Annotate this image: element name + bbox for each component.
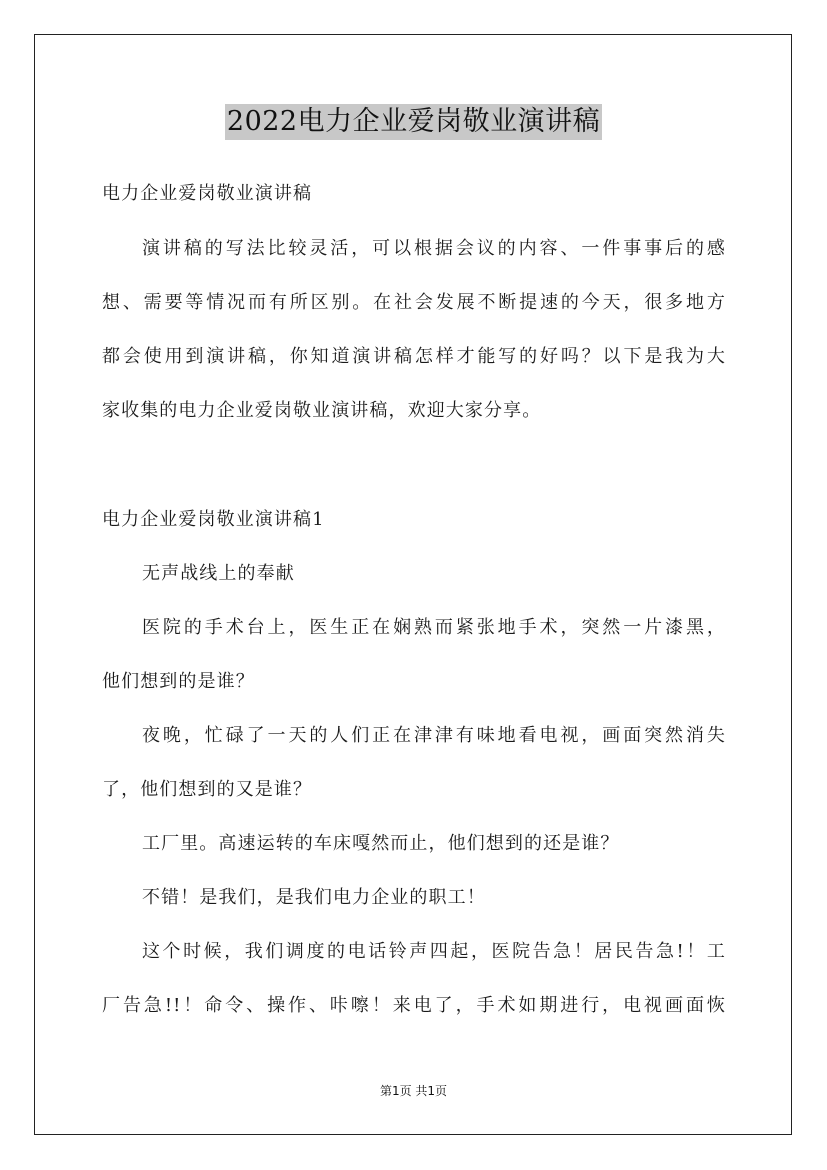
paragraph-line: 都会使用到演讲稿，你知道演讲稿怎样才能写的好吗？以下是我为大 xyxy=(102,346,726,367)
paragraph-line: 家收集的电力企业爱岗敬业演讲稿，欢迎大家分享。 xyxy=(102,400,542,421)
paragraph-line: 工厂里。高速运转的车床嘎然而止，他们想到的还是谁？ xyxy=(142,833,620,854)
section-heading: 电力企业爱岗敬业演讲稿1 xyxy=(102,509,325,530)
paragraph-line: 夜晚，忙碌了一天的人们正在津津有味地看电视，画面突然消失 xyxy=(142,725,726,746)
paragraph-line: 无声战线上的奉献 xyxy=(142,563,295,584)
subtitle-line: 电力企业爱岗敬业演讲稿 xyxy=(102,183,313,204)
paragraph-line: 厂告急!!！命令、操作、咔嚓！来电了，手术如期进行，电视画面恢 xyxy=(102,995,726,1016)
page-number: 第1页 共1页 xyxy=(379,1084,448,1098)
paragraph-line: 不错！是我们，是我们电力企业的职工！ xyxy=(142,887,486,908)
document-title: 2022电力企业爱岗敬业演讲稿 xyxy=(225,104,602,140)
title-container xyxy=(0,104,827,140)
paragraph-line: 了，他们想到的又是谁？ xyxy=(102,779,313,800)
paragraph-line: 医院的手术台上，医生正在娴熟而紧张地手术，突然一片漆黑， xyxy=(142,617,726,638)
paragraph-line: 想、需要等情况而有所区别。在社会发展不断提速的今天，很多地方 xyxy=(102,292,726,313)
paragraph-line: 他们想到的是谁？ xyxy=(102,671,255,692)
paragraph-line: 演讲稿的写法比较灵活，可以根据会议的内容、一件事事后的感 xyxy=(142,238,726,259)
paragraph-line: 这个时候，我们调度的电话铃声四起，医院告急！居民告急!！工 xyxy=(142,941,726,962)
